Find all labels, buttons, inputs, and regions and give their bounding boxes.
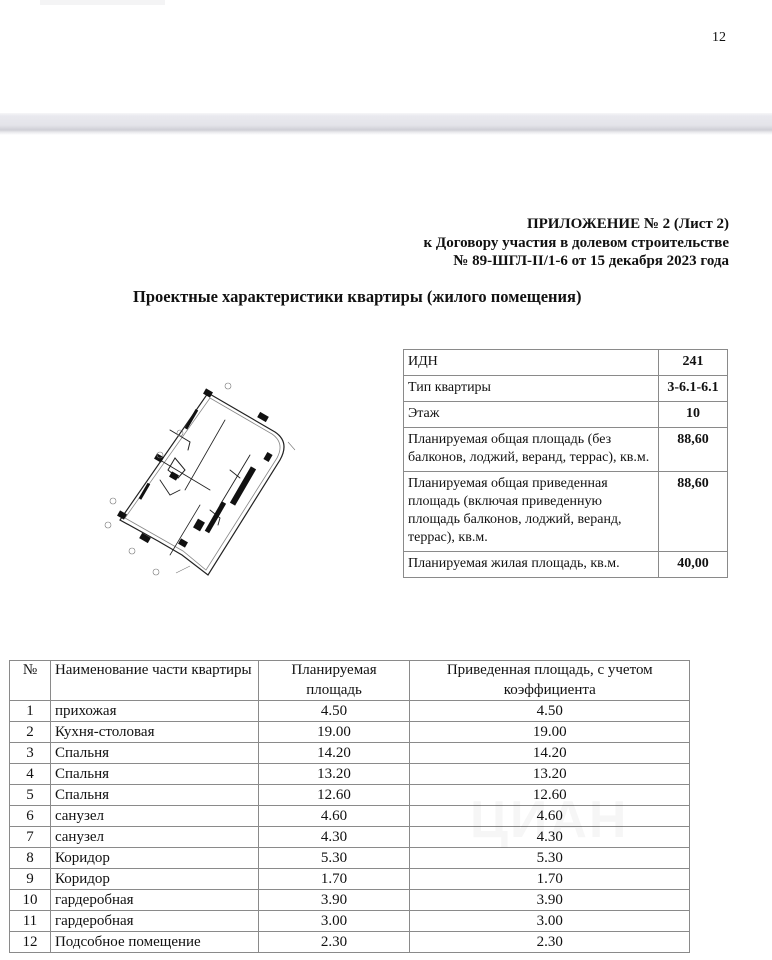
spec-value: 88,60 xyxy=(659,428,728,472)
floor-plan-image xyxy=(100,370,300,580)
rooms-table-body xyxy=(10,701,690,953)
table-row xyxy=(10,848,690,869)
spec-value: 10 xyxy=(659,402,728,428)
table-row xyxy=(10,743,690,764)
room-reduced-area: 13.20 xyxy=(410,764,690,785)
room-name: Коридор xyxy=(50,869,258,890)
table-row xyxy=(10,911,690,932)
floor-plan-outline xyxy=(120,393,284,575)
page-separator xyxy=(0,113,772,135)
room-planned-area: 4.30 xyxy=(258,827,410,848)
room-number: 8 xyxy=(10,848,51,869)
room-planned-area: 13.20 xyxy=(258,764,410,785)
table-row xyxy=(10,869,690,890)
table-row xyxy=(10,764,690,785)
table-row xyxy=(10,890,690,911)
room-reduced-area: 1.70 xyxy=(410,869,690,890)
top-edge-fragment xyxy=(40,0,165,5)
spec-value: 40,00 xyxy=(659,552,728,578)
room-reduced-area: 4.60 xyxy=(410,806,690,827)
contract-reference: к Договору участия в долевом строительстве xyxy=(423,234,729,251)
room-number: 4 xyxy=(10,764,51,785)
room-reduced-area: 2.30 xyxy=(410,932,690,953)
header-reduced-area: Приведенная площадь, с учетом коэффициента xyxy=(410,661,690,701)
room-number: 12 xyxy=(10,932,51,953)
room-reduced-area: 4.30 xyxy=(410,827,690,848)
room-name: Подсобное помещение xyxy=(50,932,258,953)
header-number: № xyxy=(10,661,51,701)
room-planned-area: 3.00 xyxy=(258,911,410,932)
room-number: 11 xyxy=(10,911,51,932)
room-number: 10 xyxy=(10,890,51,911)
table-row xyxy=(10,701,690,722)
header-name: Наименование части квартиры xyxy=(50,661,258,701)
contract-number-date: № 89-ШГЛ-II/1-6 от 15 декабря 2023 года xyxy=(453,253,729,269)
room-planned-area: 2.30 xyxy=(258,932,410,953)
spec-row xyxy=(404,428,728,472)
spec-label: Планируемая общая площадь (без балконов, лоджий, веранд, террас), кв.м. xyxy=(404,428,659,472)
room-number: 1 xyxy=(10,701,51,722)
table-row xyxy=(10,932,690,953)
appendix-header xyxy=(423,215,729,271)
room-planned-area: 4.60 xyxy=(258,806,410,827)
room-name: гардеробная xyxy=(50,890,258,911)
room-name: Спальня xyxy=(50,743,258,764)
room-number: 3 xyxy=(10,743,51,764)
room-reduced-area: 3.90 xyxy=(410,890,690,911)
room-planned-area: 4.50 xyxy=(258,701,410,722)
wall-segments xyxy=(117,388,273,547)
spec-value: 88,60 xyxy=(659,472,728,552)
header-planned-area: Планируемая площадь xyxy=(258,661,410,701)
room-reduced-area: 5.30 xyxy=(410,848,690,869)
spec-label: Планируемая общая приведенная площадь (включая приведенную площадь балконов, лоджий, веранд, террас), кв.м. xyxy=(404,472,659,552)
room-name: гардеробная xyxy=(50,911,258,932)
spec-row xyxy=(404,472,728,552)
floor-plan-icon xyxy=(120,393,284,575)
spec-label: Этаж xyxy=(404,402,659,428)
spec-label: Планируемая жилая площадь, кв.м. xyxy=(404,552,659,578)
room-name: прихожая xyxy=(50,701,258,722)
room-planned-area: 12.60 xyxy=(258,785,410,806)
document-title: Проектные характеристики квартиры (жилого помещения) xyxy=(133,287,582,306)
spec-row xyxy=(404,376,728,402)
appendix-title: ПРИЛОЖЕНИЕ № 2 (Лист 2) xyxy=(526,216,729,232)
room-reduced-area: 14.20 xyxy=(410,743,690,764)
room-name: санузел xyxy=(50,806,258,827)
table-row xyxy=(10,827,690,848)
spec-row xyxy=(404,552,728,578)
rooms-table xyxy=(9,660,690,953)
apartment-specs-table xyxy=(403,349,728,578)
spec-row xyxy=(404,350,728,376)
page-number: 12 xyxy=(712,30,726,45)
room-reduced-area: 4.50 xyxy=(410,701,690,722)
room-name: Спальня xyxy=(50,764,258,785)
room-name: Спальня xyxy=(50,785,258,806)
spec-value: 241 xyxy=(659,350,728,376)
room-number: 5 xyxy=(10,785,51,806)
room-reduced-area: 19.00 xyxy=(410,722,690,743)
room-planned-area: 5.30 xyxy=(258,848,410,869)
table-row xyxy=(10,722,690,743)
room-planned-area: 19.00 xyxy=(258,722,410,743)
room-planned-area: 3.90 xyxy=(258,890,410,911)
room-reduced-area: 3.00 xyxy=(410,911,690,932)
room-name: Коридор xyxy=(50,848,258,869)
table-row xyxy=(10,806,690,827)
room-number: 2 xyxy=(10,722,51,743)
room-name: санузел xyxy=(50,827,258,848)
rooms-table-header xyxy=(10,661,690,701)
room-number: 6 xyxy=(10,806,51,827)
room-number: 7 xyxy=(10,827,51,848)
room-planned-area: 1.70 xyxy=(258,869,410,890)
room-number: 9 xyxy=(10,869,51,890)
table-row xyxy=(10,785,690,806)
spec-label: ИДН xyxy=(404,350,659,376)
room-reduced-area: 12.60 xyxy=(410,785,690,806)
spec-label: Тип квартиры xyxy=(404,376,659,402)
spec-value: 3-6.1-6.1 xyxy=(659,376,728,402)
spec-row xyxy=(404,402,728,428)
room-name: Кухня-столовая xyxy=(50,722,258,743)
room-planned-area: 14.20 xyxy=(258,743,410,764)
